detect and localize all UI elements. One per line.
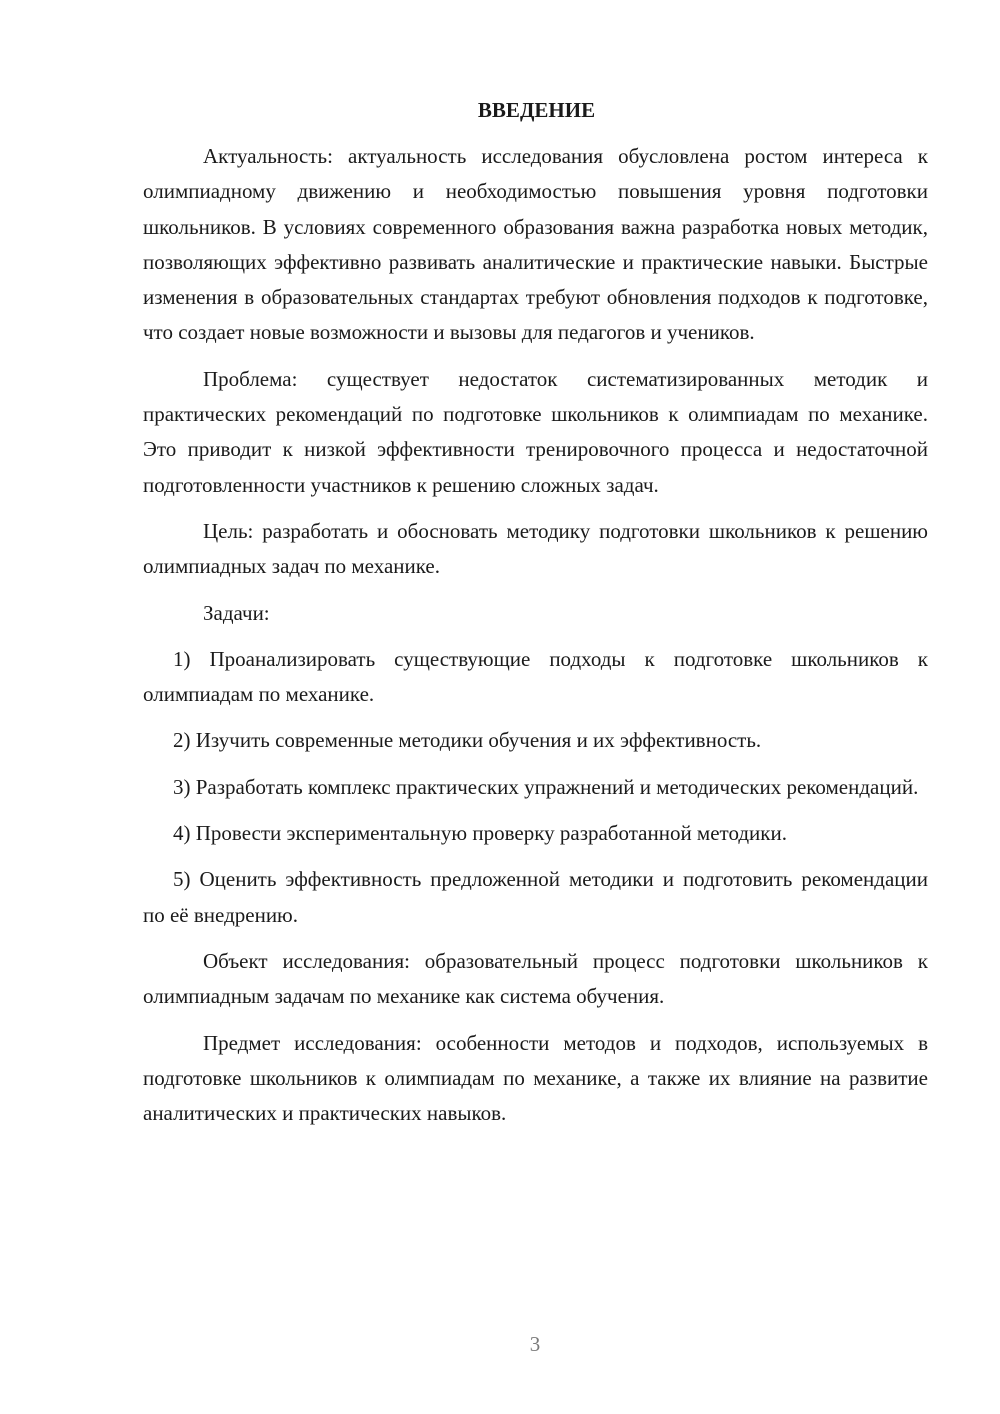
paragraph-tasks-heading: Задачи: <box>203 600 270 625</box>
task-item-3: 3) Разработать комплекс практических упражнений и методических рекомендаций. <box>173 774 919 799</box>
paragraph-relevance: Актуальность: актуальность исследования обусловлена ростом интереса к олимпиадному движению и необходимостью повышения уровня подготовки школьников. В условиях современного образования важна разработка новых методик, позволяющих эффективно развивать аналитические и практические навыки. Быстрые изменения в образовательных стандартах требуют обновления подходов к подготовке, что создает новые возможности и вызовы для педагогов и учеников. <box>143 144 928 345</box>
document-page <box>143 93 928 1142</box>
task-item-1: 1) Проанализировать существующие подходы к подготовке школьников к олимпиадам по механике. <box>143 646 928 707</box>
task-item-4: 4) Провести экспериментальную проверку разработанной методики. <box>173 821 787 846</box>
task-item-5: 5) Оценить эффективность предложенной методики и подготовить рекомендации по её внедрению. <box>143 867 928 927</box>
paragraph-goal: Цель: разработать и обосновать методику подготовки школьников к решению олимпиадных задач по механике. <box>143 518 928 579</box>
section-title: ВВЕДЕНИЕ <box>477 98 596 122</box>
page-number: 3 <box>529 1332 541 1356</box>
paragraph-subject: Предмет исследования: особенности методов и подходов, используемых в подготовке школьников к олимпиадам по механике, а также их влияние на развитие аналитических и практических навыков. <box>143 1030 928 1126</box>
task-item-2: 2) Изучить современные методики обучения и их эффективность. <box>173 728 762 753</box>
paragraph-problem: Проблема: существует недостаток систематизированных методик и практических рекомендаций по подготовке школьников к олимпиадам по механике. Это приводит к низкой эффективности тренировочного процесса и недостаточной подготовленности участников к решению сложных задач. <box>143 366 928 497</box>
paragraph-object: Объект исследования: образовательный процесс подготовки школьников к олимпиадным задачам по механике как система обучения. <box>143 948 928 1009</box>
